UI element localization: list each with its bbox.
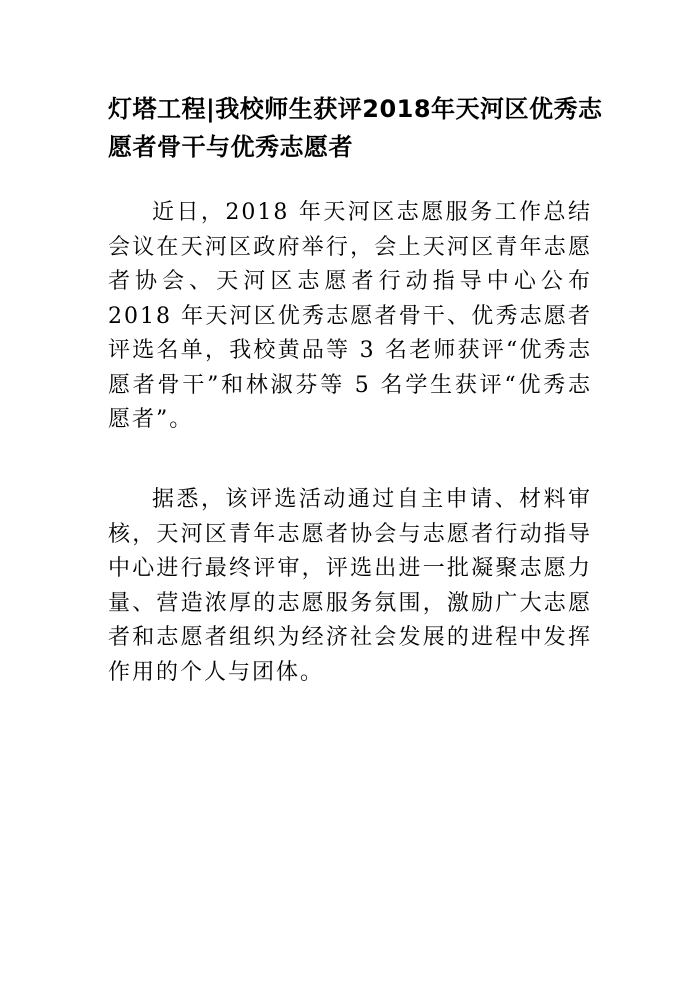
body-paragraph-2: 据悉，该评选活动通过自主申请、材料审核，天河区青年志愿者协会与志愿者行动指导中心进行最终评审，评选出进一批凝聚志愿力量、营造浓厚的志愿服务氛围，激励广大志愿者和志愿者组织为经济社会发展的进程中发挥作用的个人与团体。	[108, 487, 592, 685]
body-paragraph-1: 近日，2018 年天河区志愿服务工作总结会议在天河区政府举行，会上天河区青年志愿者协会、天河区志愿者行动指导中心公布 2018 年天河区优秀志愿者骨干、优秀志愿者评选名单，我校黄品等 3 名老师获评“优秀志愿者骨干”和林淑芬等 5 名学生获评“优秀志愿者”。	[108, 200, 592, 432]
article-title: 灯塔工程|我校师生获评2018年天河区优秀志愿者骨干与优秀志愿者	[108, 95, 603, 161]
